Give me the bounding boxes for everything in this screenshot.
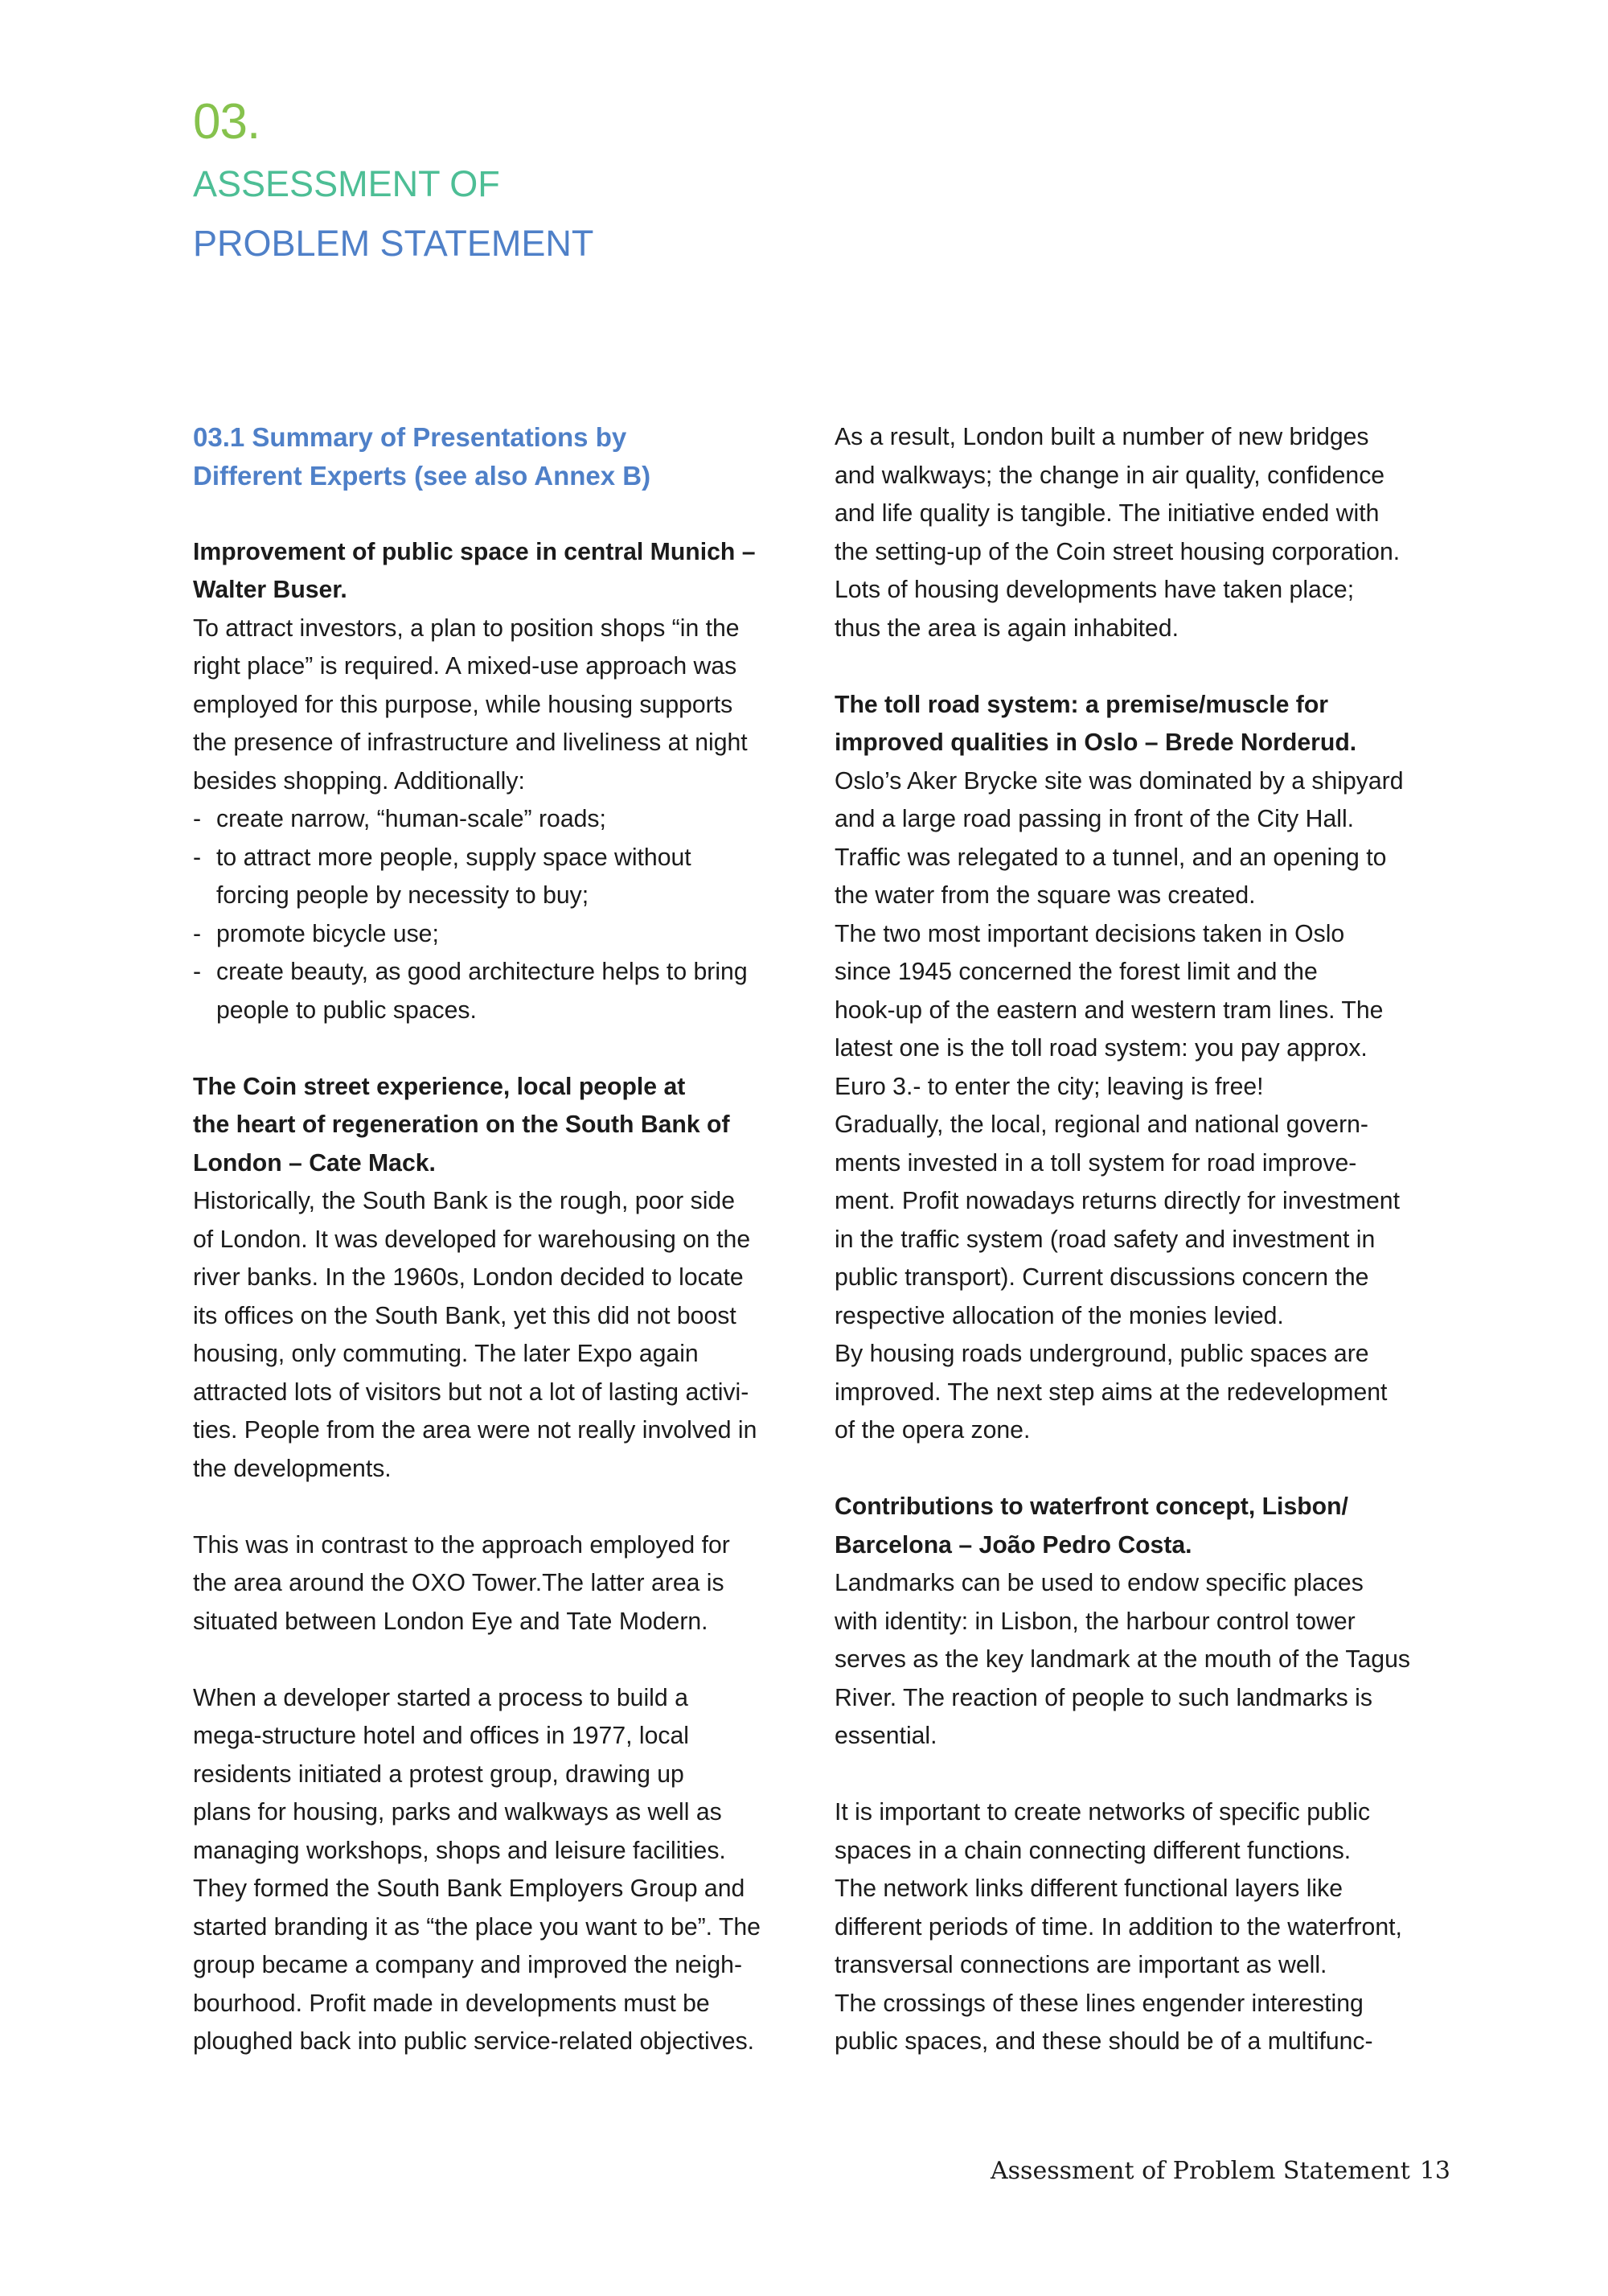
text-line: Euro 3.- to enter the city; leaving is free! <box>835 1073 1264 1100</box>
left-column <box>193 418 804 2061</box>
list-item <box>193 839 804 915</box>
text-line: As a result, London built a number of new bridges <box>835 424 1369 450</box>
heading-line: The toll road system: a premise/muscle for <box>835 691 1329 718</box>
text-line: and life quality is tangible. The initiative ended with <box>835 500 1380 527</box>
text-line: thus the area is again inhabited. <box>835 614 1179 642</box>
list-item <box>193 915 804 954</box>
text-line: the presence of infrastructure and liveliness at night <box>193 729 748 756</box>
chapter-number: 03. <box>193 94 260 150</box>
heading-line: London – Cate Mack. <box>193 1149 436 1177</box>
text-line: They formed the South Bank Employers Group and <box>193 1875 745 1902</box>
heading-line: Improvement of public space in central Munich – <box>193 538 756 565</box>
text-line: latest one is the toll road system: you pay approx. <box>835 1035 1368 1062</box>
text-line: Lots of housing developments have taken place; <box>835 577 1355 603</box>
page-footer <box>991 2155 1450 2187</box>
text-line: public spaces, and these should be of a multifunc- <box>835 2028 1373 2055</box>
lisbon-body-2 <box>835 1793 1462 2061</box>
text-line: ties. People from the area were not really involved in <box>193 1417 757 1444</box>
text-line: respective allocation of the monies levied. <box>835 1302 1284 1329</box>
right-column <box>835 418 1462 2061</box>
coin-street-heading <box>193 1068 804 1183</box>
coin-street-continued <box>835 418 1462 647</box>
text-line: When a developer started a process to build a <box>193 1684 688 1711</box>
text-line: spaces in a chain connecting different functions. <box>835 1837 1352 1864</box>
page-number: 13 <box>1419 2157 1450 2185</box>
text-line: By housing roads underground, public spaces are <box>835 1341 1369 1367</box>
text-line: The two most important decisions taken in Oslo <box>835 920 1345 947</box>
text-line: the setting-up of the Coin street housing corporation. <box>835 538 1401 565</box>
text-line: forcing people by necessity to buy; <box>216 882 589 909</box>
text-line: river banks. In the 1960s, London decided to locate <box>193 1264 744 1291</box>
text-line: transversal connections are important as well. <box>835 1952 1327 1978</box>
coin-street-body-2 <box>193 1526 804 1641</box>
text-line: This was in contrast to the approach employed for <box>193 1531 730 1559</box>
text-line: since 1945 concerned the forest limit and the <box>835 959 1318 985</box>
munich-bullet-list <box>193 800 804 1029</box>
text-line: The crossings of these lines engender interesting <box>835 1990 1364 2017</box>
text-line: - to attract more people, supply space without <box>216 844 691 871</box>
text-line: with identity: in Lisbon, the harbour control tower <box>835 1608 1356 1635</box>
heading-line: improved qualities in Oslo – Brede Norderud. <box>835 729 1357 756</box>
text-line: right place” is required. A mixed-use approach was <box>193 653 737 680</box>
text-line: serves as the key landmark at the mouth of the Tagus <box>835 1646 1410 1673</box>
text-line: group became a company and improved the neigh- <box>193 1952 742 1978</box>
coin-street-body-1 <box>193 1182 804 1488</box>
lisbon-body-1 <box>835 1564 1462 1756</box>
text-line: - create beauty, as good architecture helps to bring <box>216 959 748 985</box>
text-line: in the traffic system (road safety and investment in <box>835 1226 1376 1253</box>
text-line: the area around the OXO Tower.The latter area is <box>193 1570 724 1596</box>
section-heading-line: Different Experts (see also Annex B) <box>193 460 651 491</box>
text-line: employed for this purpose, while housing supports <box>193 691 733 718</box>
text-line: and a large road passing in front of the City Hall. <box>835 806 1355 832</box>
text-line: plans for housing, parks and walkways as well as <box>193 1799 722 1826</box>
text-line: essential. <box>835 1723 937 1749</box>
text-line: bourhood. Profit made in developments must be <box>193 1990 710 2017</box>
oslo-body <box>835 762 1462 1450</box>
text-line: To attract investors, a plan to position shops “in the <box>193 614 740 642</box>
heading-line: Walter Buser. <box>193 577 347 603</box>
text-line: - promote bicycle use; <box>216 920 439 947</box>
text-line: besides shopping. Additionally: <box>193 767 525 795</box>
chapter-header <box>193 90 593 273</box>
coin-street-body-3 <box>193 1679 804 2061</box>
text-line: ments invested in a toll system for road improve- <box>835 1149 1357 1177</box>
text-line: situated between London Eye and Tate Modern. <box>193 1608 708 1635</box>
oslo-heading <box>835 686 1462 762</box>
text-line: residents initiated a protest group, drawing up <box>193 1760 684 1788</box>
text-line: Gradually, the local, regional and national govern- <box>835 1111 1368 1138</box>
text-line: Landmarks can be used to endow specific places <box>835 1570 1364 1596</box>
chapter-title-line-2: PROBLEM STATEMENT <box>193 223 594 264</box>
text-line: started branding it as “the place you want to be”. The <box>193 1913 761 1941</box>
list-item <box>193 800 804 839</box>
text-line: It is important to create networks of specific public <box>835 1799 1371 1826</box>
text-line: people to public spaces. <box>216 996 477 1024</box>
text-line: the developments. <box>193 1455 392 1482</box>
text-line: managing workshops, shops and leisure facilities. <box>193 1837 726 1864</box>
chapter-title-line-1: ASSESSMENT OF <box>193 163 500 204</box>
text-line: ment. Profit nowadays returns directly for investment <box>835 1188 1400 1214</box>
text-line: The network links different functional layers like <box>835 1875 1343 1902</box>
heading-line: Barcelona – João Pedro Costa. <box>835 1531 1192 1559</box>
running-title: Assessment of Problem Statement <box>990 2157 1410 2185</box>
text-line: improved. The next step aims at the redevelopment <box>835 1378 1388 1406</box>
list-item <box>193 953 804 1029</box>
text-line: Historically, the South Bank is the rough, poor side <box>193 1188 735 1214</box>
text-line: Traffic was relegated to a tunnel, and an opening to <box>835 844 1387 871</box>
chapter-title <box>193 154 593 273</box>
text-line: its offices on the South Bank, yet this did not boost <box>193 1302 736 1329</box>
text-line: of the opera zone. <box>835 1417 1031 1444</box>
text-line: Oslo’s Aker Brycke site was dominated by a shipyard <box>835 767 1404 795</box>
text-line: the water from the square was created. <box>835 882 1256 909</box>
text-line: ploughed back into public service-related objectives. <box>193 2028 755 2055</box>
text-line: different periods of time. In addition to the waterfront, <box>835 1913 1402 1941</box>
text-line: of London. It was developed for warehousing on the <box>193 1226 751 1253</box>
heading-line: Contributions to waterfront concept, Lisbon/ <box>835 1493 1348 1520</box>
text-line: - create narrow, “human-scale” roads; <box>216 806 606 832</box>
heading-line: the heart of regeneration on the South Bank of <box>193 1111 730 1138</box>
text-line: attracted lots of visitors but not a lot of lasting activi- <box>193 1378 749 1406</box>
munich-heading <box>193 533 804 610</box>
heading-line: The Coin street experience, local people at <box>193 1073 686 1100</box>
section-heading <box>193 418 804 495</box>
section-heading-line: 03.1 Summary of Presentations by <box>193 422 627 452</box>
lisbon-heading <box>835 1488 1462 1564</box>
text-line: and walkways; the change in air quality, confidence <box>835 462 1385 489</box>
munich-body <box>193 610 804 801</box>
text-line: public transport). Current discussions concern the <box>835 1264 1369 1291</box>
text-line: River. The reaction of people to such landmarks is <box>835 1684 1372 1711</box>
text-line: housing, only commuting. The later Expo again <box>193 1341 699 1367</box>
text-line: hook-up of the eastern and western tram lines. The <box>835 996 1384 1024</box>
text-line: mega-structure hotel and offices in 1977, local <box>193 1723 689 1749</box>
